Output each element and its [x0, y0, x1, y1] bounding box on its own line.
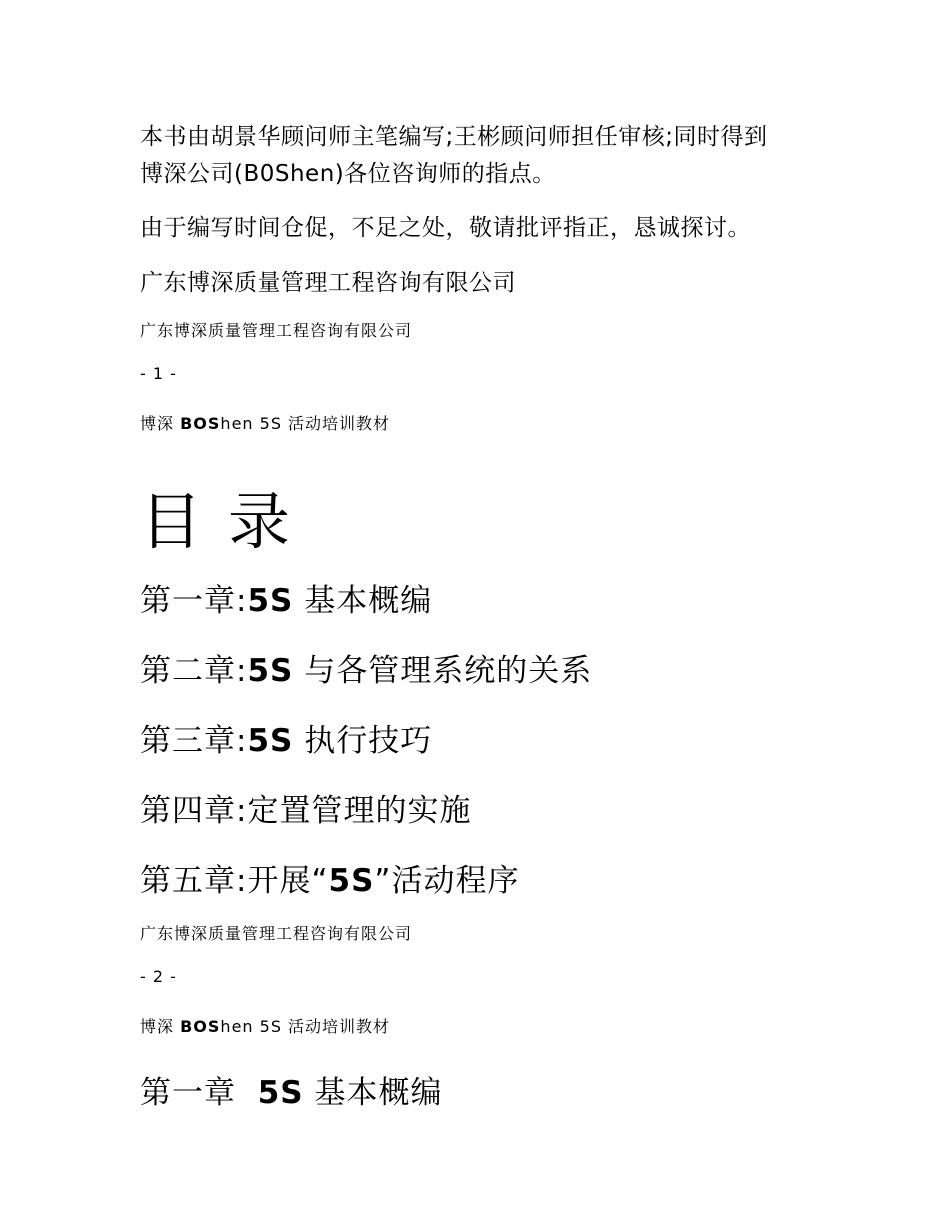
header-prefix: 博深: [140, 414, 181, 433]
header-brand-bold: BOS: [180, 414, 221, 433]
toc-chapter-1-prefix: 第一章:: [140, 583, 248, 619]
header-suffix: 5S 活动培训教材: [253, 1017, 391, 1036]
toc-title: 目录: [140, 485, 317, 558]
intro-line-3: 由于编写时间仓促，不足之处，敬请批评指正，恳诚探讨。: [140, 215, 751, 241]
toc-chapter-1[interactable]: [140, 575, 432, 620]
intro-line-2: 博深公司(B0Shen)各位咨询师的指点。: [140, 161, 556, 187]
chapter-1-heading: [140, 1067, 442, 1112]
intro-company: 广东博深质量管理工程咨询有限公司: [140, 270, 516, 296]
intro-line-1: 本书由胡景华顾问师主笔编写;王彬顾问师担任审核;同时得到: [140, 124, 768, 150]
toc-chapter-2-suffix: 与各管理系统的关系: [293, 653, 593, 689]
page1-footer-company: 广东博深质量管理工程咨询有限公司: [140, 321, 413, 340]
header-brand-rest: hen: [220, 1017, 254, 1036]
chapter-1-prefix: 第一章: [140, 1075, 258, 1111]
toc-chapter-5-suffix: ”活动程序: [374, 863, 520, 899]
toc-chapter-3[interactable]: [140, 715, 432, 760]
toc-chapter-3-prefix: 第三章:: [140, 723, 248, 759]
header-brand-bold: BOS: [180, 1017, 221, 1036]
toc-chapter-3-bold: 5S: [247, 723, 294, 759]
toc-chapter-4[interactable]: [140, 785, 471, 830]
header-suffix: 5S 活动培训教材: [253, 414, 391, 433]
toc-chapter-1-bold: 5S: [247, 583, 294, 619]
toc-chapter-4-prefix: 第四章:定置管理的实施: [140, 793, 472, 829]
page2-header: [140, 411, 390, 434]
toc-chapter-2-bold: 5S: [247, 653, 294, 689]
page2-footer-company: 广东博深质量管理工程咨询有限公司: [140, 924, 413, 943]
header-prefix: 博深: [140, 1017, 181, 1036]
toc-chapter-5-bold: 5S: [328, 863, 375, 899]
toc-chapter-5[interactable]: [140, 855, 519, 900]
chapter-1-bold: 5S: [257, 1075, 304, 1111]
page3-header: [140, 1014, 390, 1037]
toc-chapter-1-suffix: 基本概编: [293, 583, 433, 619]
chapter-1-suffix: 基本概编: [303, 1075, 443, 1111]
header-brand-rest: hen: [220, 414, 254, 433]
toc-chapter-2[interactable]: [140, 645, 592, 690]
page2-page-number: - 2 -: [140, 967, 177, 986]
toc-chapter-3-suffix: 执行技巧: [293, 723, 433, 759]
toc-chapter-2-prefix: 第二章:: [140, 653, 248, 689]
toc-chapter-5-prefix: 第五章:开展“: [140, 863, 329, 899]
page1-page-number: - 1 -: [140, 364, 177, 383]
